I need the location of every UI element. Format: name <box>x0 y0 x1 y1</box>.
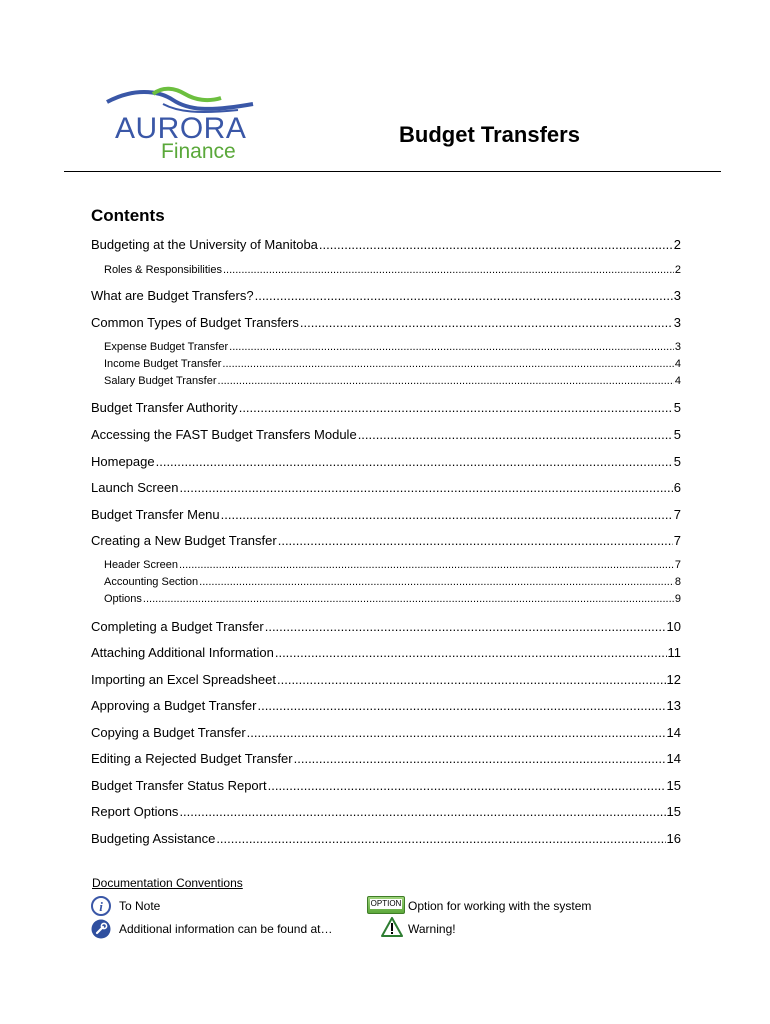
toc-entry-title: Salary Budget Transfer <box>104 375 217 387</box>
toc-entry-page: 15 <box>666 804 681 819</box>
toc-entry-title: Accessing the FAST Budget Transfers Module <box>91 427 357 442</box>
toc-leader-dots <box>239 400 673 415</box>
convention-additional-label: Additional information can be found at… <box>119 922 333 936</box>
warning-icon <box>381 917 403 937</box>
toc-entry-page: 5 <box>673 427 681 442</box>
toc-entry[interactable] <box>91 831 681 846</box>
toc-entry-title: What are Budget Transfers? <box>91 288 254 303</box>
toc-leader-dots <box>199 576 674 588</box>
document-title: Budget Transfers <box>399 122 580 147</box>
toc-entry[interactable] <box>91 533 681 548</box>
toc-leader-dots <box>229 341 674 353</box>
toc-entry-page: 14 <box>666 725 681 740</box>
toc-leader-dots <box>278 533 673 548</box>
toc-entry-page: 11 <box>667 645 681 660</box>
toc-entry-title: Homepage <box>91 454 155 469</box>
toc-entry[interactable] <box>91 427 681 442</box>
toc-entry-title: Launch Screen <box>91 480 179 495</box>
toc-entry[interactable] <box>91 480 681 495</box>
toc-entry-page: 3 <box>673 288 681 303</box>
toc-entry-page: 15 <box>666 778 681 793</box>
toc-leader-dots <box>223 264 674 276</box>
toc-entry[interactable] <box>91 400 681 415</box>
toc-leader-dots <box>268 778 666 793</box>
toc-entry-title: Editing a Rejected Budget Transfer <box>91 751 293 766</box>
convention-warning-label: Warning! <box>408 922 456 936</box>
toc-entry[interactable] <box>91 672 681 687</box>
toc-entry-page: 9 <box>674 593 681 605</box>
toc-entry[interactable] <box>104 375 681 387</box>
header-divider <box>64 171 721 172</box>
toc-entry[interactable] <box>104 341 681 353</box>
toc-entry[interactable] <box>91 645 681 660</box>
toc-entry[interactable] <box>104 559 681 571</box>
option-badge-icon <box>367 896 405 914</box>
toc-entry[interactable] <box>91 804 681 819</box>
toc-entry-page: 2 <box>673 237 681 252</box>
toc-entry-page: 16 <box>666 831 681 846</box>
toc-entry-title: Income Budget Transfer <box>104 358 222 370</box>
toc-entry-title: Budgeting Assistance <box>91 831 216 846</box>
toc-entry-page: 8 <box>674 576 681 588</box>
toc-entry-title: Expense Budget Transfer <box>104 341 229 353</box>
toc-entry-title: Approving a Budget Transfer <box>91 698 257 713</box>
toc-entry-page: 3 <box>674 341 681 353</box>
toc-entry-title: Options <box>104 593 142 605</box>
toc-leader-dots <box>294 751 666 766</box>
aurora-finance-logo <box>103 84 263 164</box>
toc-entry-title: Completing a Budget Transfer <box>91 619 264 634</box>
toc-entry-title: Accounting Section <box>104 576 199 588</box>
toc-entry[interactable] <box>91 619 681 634</box>
toc-entry-page: 3 <box>673 315 681 330</box>
toc-entry-page: 7 <box>673 507 681 522</box>
toc-leader-dots <box>218 375 674 387</box>
convention-note-label: To Note <box>119 899 161 913</box>
toc-entry-page: 6 <box>673 480 681 495</box>
toc-entry-page: 12 <box>666 672 681 687</box>
toc-entry-title: Creating a New Budget Transfer <box>91 533 277 548</box>
toc-leader-dots <box>216 831 665 846</box>
wrench-icon <box>91 919 111 939</box>
info-icon <box>91 896 111 916</box>
toc-entry-title: Budget Transfer Status Report <box>91 778 267 793</box>
conventions-title: Documentation Conventions <box>92 876 243 890</box>
toc-leader-dots <box>300 315 673 330</box>
toc-entry[interactable] <box>104 264 681 276</box>
toc-entry-page: 5 <box>673 454 681 469</box>
toc-leader-dots <box>247 725 666 740</box>
toc-entry[interactable] <box>91 778 681 793</box>
toc-leader-dots <box>179 480 672 495</box>
toc-entry[interactable] <box>91 454 681 469</box>
toc-entry-page: 4 <box>674 375 681 387</box>
toc-entry-title: Budget Transfer Menu <box>91 507 220 522</box>
toc-entry[interactable] <box>104 593 681 605</box>
toc-leader-dots <box>258 698 666 713</box>
toc-entry[interactable] <box>104 576 681 588</box>
toc-entry-title: Budget Transfer Authority <box>91 400 238 415</box>
toc-entry[interactable] <box>91 507 681 522</box>
toc-leader-dots <box>143 593 674 605</box>
toc-entry-page: 7 <box>674 559 681 571</box>
toc-entry[interactable] <box>104 358 681 370</box>
toc-leader-dots <box>222 358 673 370</box>
contents-heading: Contents <box>91 206 165 225</box>
toc-leader-dots <box>358 427 673 442</box>
toc-entry-title: Report Options <box>91 804 179 819</box>
toc-entry-title: Importing an Excel Spreadsheet <box>91 672 276 687</box>
toc-entry-page: 13 <box>666 698 681 713</box>
toc-entry-page: 14 <box>666 751 681 766</box>
toc-leader-dots <box>319 237 673 252</box>
toc-entry-title: Attaching Additional Information <box>91 645 274 660</box>
toc-entry-title: Common Types of Budget Transfers <box>91 315 299 330</box>
toc-leader-dots <box>221 507 673 522</box>
toc-entry[interactable] <box>91 237 681 252</box>
toc-leader-dots <box>275 645 667 660</box>
toc-leader-dots <box>179 559 674 571</box>
option-badge-label: OPTION <box>370 899 402 908</box>
toc-entry-title: Copying a Budget Transfer <box>91 725 246 740</box>
toc-entry-page: 10 <box>666 619 681 634</box>
toc-leader-dots <box>255 288 673 303</box>
toc-entry-page: 5 <box>673 400 681 415</box>
toc-leader-dots <box>156 454 673 469</box>
toc-entry-title: Budgeting at the University of Manitoba <box>91 237 318 252</box>
toc-entry-page: 2 <box>674 264 681 276</box>
logo-finance-text: Finance <box>161 140 236 163</box>
toc-entry-title: Roles & Responsibilities <box>104 264 222 276</box>
toc-leader-dots <box>179 804 665 819</box>
logo-aurora-text: AURORA <box>115 112 247 145</box>
convention-option-label: Option for working with the system <box>408 899 592 913</box>
toc-leader-dots <box>265 619 666 634</box>
toc-entry[interactable] <box>91 751 681 766</box>
toc-entry[interactable] <box>91 288 681 303</box>
toc-entry[interactable] <box>91 315 681 330</box>
toc-leader-dots <box>277 672 666 687</box>
toc-entry[interactable] <box>91 725 681 740</box>
svg-text:i: i <box>99 899 103 914</box>
toc-entry[interactable] <box>91 698 681 713</box>
toc-entry-page: 4 <box>674 358 681 370</box>
toc-entry-title: Header Screen <box>104 559 178 571</box>
toc-entry-page: 7 <box>673 533 681 548</box>
